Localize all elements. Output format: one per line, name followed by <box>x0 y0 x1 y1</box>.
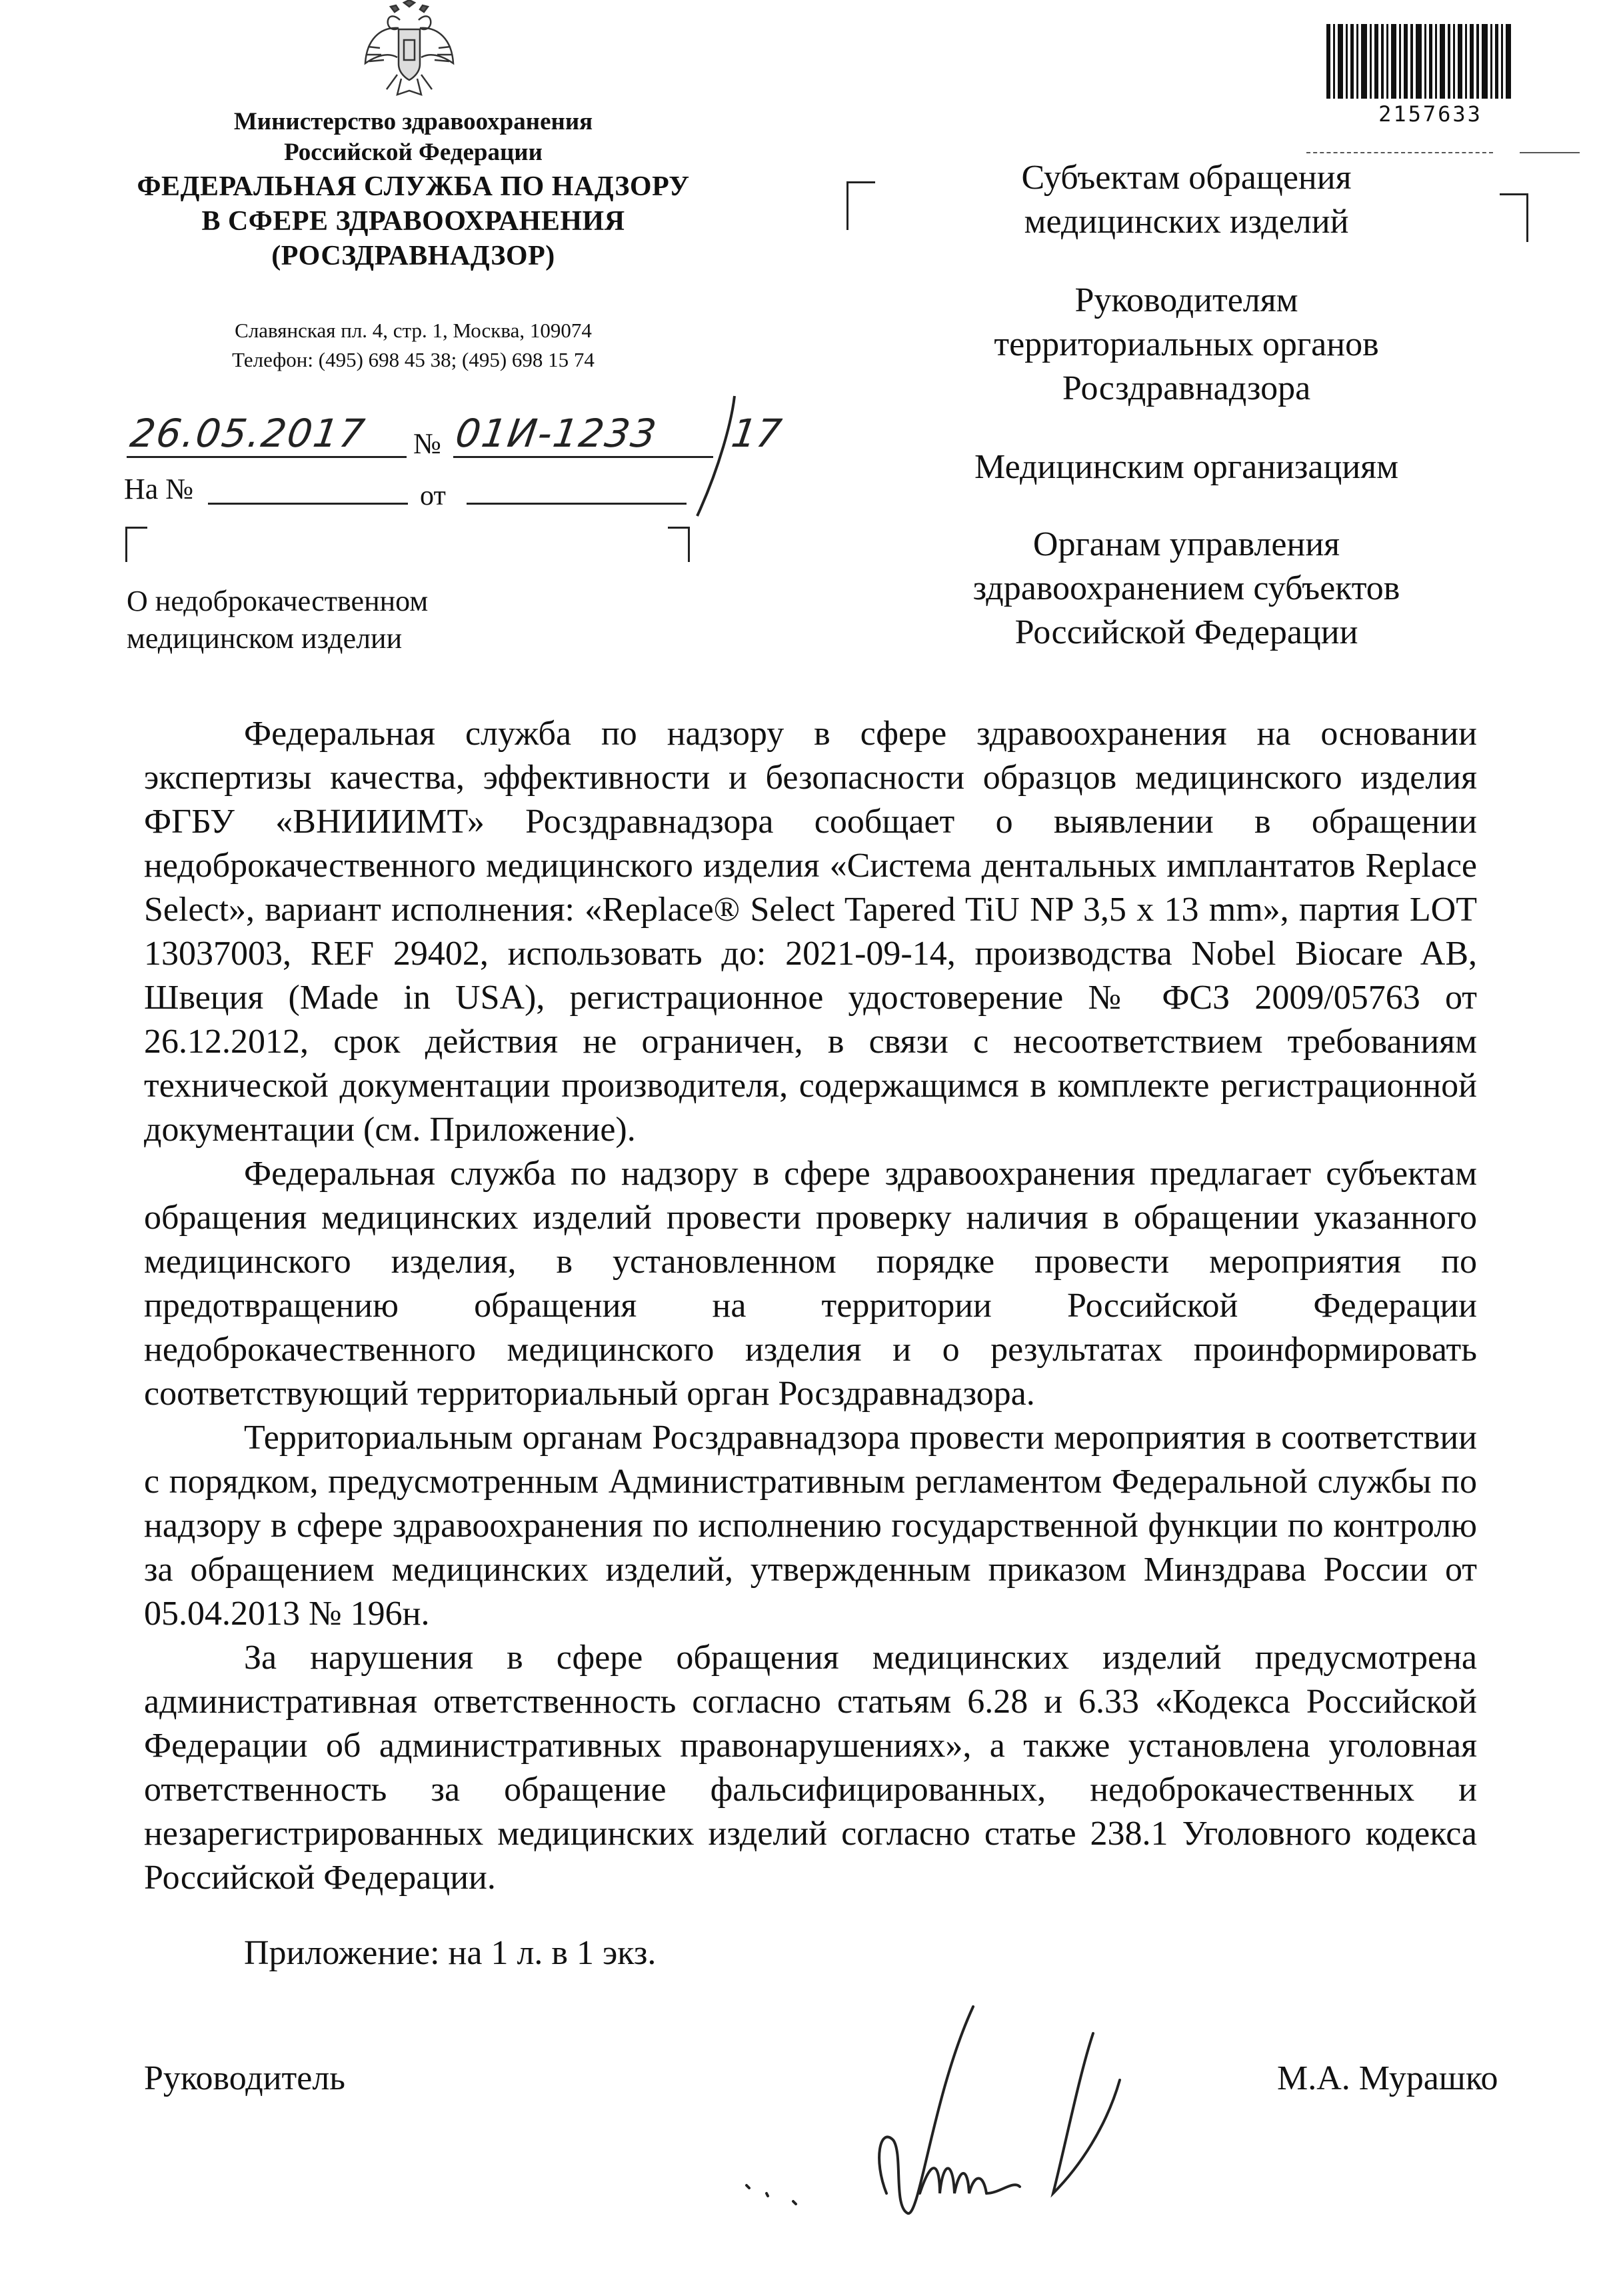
subject-line-1: О недоброкачественном <box>127 585 429 617</box>
addressee-block-2 <box>920 279 1453 411</box>
slash-separator <box>693 393 740 520</box>
addressee-2-line-2: территориальных органов <box>994 325 1379 363</box>
reference-date-line <box>467 503 687 505</box>
organization-address <box>133 316 693 375</box>
handwritten-signature <box>720 1993 1200 2247</box>
phone-line: Телефон: (495) 698 45 38; (495) 698 15 74 <box>232 348 595 371</box>
addressee-corner-left <box>846 181 875 230</box>
barcode-icon <box>1326 24 1513 99</box>
addressee-block-4 <box>920 523 1453 655</box>
address-line: Славянская пл. 4, стр. 1, Москва, 109074 <box>235 319 592 342</box>
addressee-2-line-3: Росздравнадзора <box>1062 369 1311 407</box>
service-name <box>107 169 720 273</box>
addressee-1-line-1: Субъектам обращения <box>1021 159 1352 197</box>
appendix-note: Приложение: на 1 л. в 1 экз. <box>244 1934 657 1972</box>
addressee-block-3 <box>920 445 1453 489</box>
service-line-2: В СФЕРЕ ЗДРАВООХРАНЕНИЯ <box>201 206 625 237</box>
reference-number-line <box>208 503 408 505</box>
service-line-3: (РОСЗДРАВНАДЗОР) <box>271 241 555 271</box>
addressee-1-line-2: медицинских изделий <box>1024 203 1349 241</box>
body-paragraph-3: Территориальным органам Росздравнадзора провести мероприятия в соответствии с порядком, предусмотренным Административным регламентом Федеральной службы по надзору в сфере здравоохранения по исполнению государственной функции по контролю за обращением медицинских изделий, утвержденным приказом Минздрава России от 05.04.2013 № 196н. <box>144 1419 1477 1633</box>
body-paragraph-4: За нарушения в сфере обращения медицинских изделий предусмотрена административная ответственность согласно статьям 6.28 и 6.33 «Кодекса Российской Федерации об административных правонарушениях», а также установлена уголовная ответственность за обращение фальсифицированных, недоброкачественных и незарегистрированных медицинских изделий согласно статье 238.1 Уголовного кодекса Российской Федерации. <box>144 1639 1477 1897</box>
addressee-4-line-2: здравоохранением субъектов <box>972 569 1400 607</box>
addressee-2-line-1: Руководителям <box>1074 281 1298 319</box>
coat-of-arms-emblem <box>360 0 459 100</box>
addressee-corner-right <box>1500 193 1528 242</box>
signer-name: М.А. Мурашко <box>1277 2059 1498 2097</box>
service-line-1: ФЕДЕРАЛЬНАЯ СЛУЖБА ПО НАДЗОРУ <box>137 171 690 202</box>
letter-body <box>144 712 1477 1900</box>
date-underline <box>127 456 407 458</box>
addressee-block-1 <box>920 156 1453 244</box>
barcode-dash-line <box>1306 152 1493 153</box>
registration-number: 01И-1233 <box>453 411 661 456</box>
body-paragraph-1: Федеральная служба по надзору в сфере здравоохранения на основании экспертизы качества, эффективности и безопасности образцов медицинского изделия ФГБУ «ВНИИИМТ» Росздравнадзора сообщает о выявлении в обращении недоброкачественного медицинского изделия «Система дентальных имплантатов Replace Select», вариант исполнения: «Replace® Select Tapered TiU NP 3,5 x 13 mm», партия LOT 13037003, REF 29402, использовать до: 2021-09-14, производства Nobel Biocare AB, Швеция (Made in USA), регистрационное удостоверение № ФСЗ 2009/05763 от 26.12.2012, срок действия не ограничен, в связи с несоответствием требованиям технической документации производителя, содержащимся в комплекте регистрационной документации (см. Приложение). <box>144 715 1477 1149</box>
subject-corner-right <box>668 527 690 562</box>
addressee-3-line-1: Медицинским организациям <box>974 448 1398 486</box>
barcode-dash-line-2 <box>1520 152 1580 153</box>
addressee-4-line-1: Органам управления <box>1032 525 1340 563</box>
registration-suffix: 17 <box>729 411 785 456</box>
ministry-line-2: Российской Федерации <box>284 139 543 166</box>
reference-date-label: от <box>420 481 446 511</box>
reference-number-label: На № <box>124 473 194 505</box>
registration-date: 26.05.2017 <box>127 411 369 456</box>
body-paragraph-2: Федеральная служба по надзору в сфере здравоохранения предлагает субъектам обращения медицинских изделий провести проверку наличия в обращении указанного медицинского изделия, в установленном порядке провести мероприятия по предотвращению обращения на территории Российской Федерации недоброкачественного медицинского изделия и о результатах проинформировать соответствующий территориальный орган Росздравнадзора. <box>144 1155 1477 1413</box>
barcode-number: 2157633 <box>1378 101 1482 127</box>
subject-corner-left <box>125 527 147 562</box>
ministry-line-1: Министерство здравоохранения <box>233 108 593 135</box>
signer-title: Руководитель <box>144 2059 345 2097</box>
number-label: № <box>413 427 441 460</box>
subject-line-2: медицинском изделии <box>127 622 403 655</box>
ministry-name <box>120 107 707 168</box>
number-underline <box>453 456 713 458</box>
addressee-4-line-3: Российской Федерации <box>1014 613 1358 651</box>
letter-subject <box>127 583 607 657</box>
